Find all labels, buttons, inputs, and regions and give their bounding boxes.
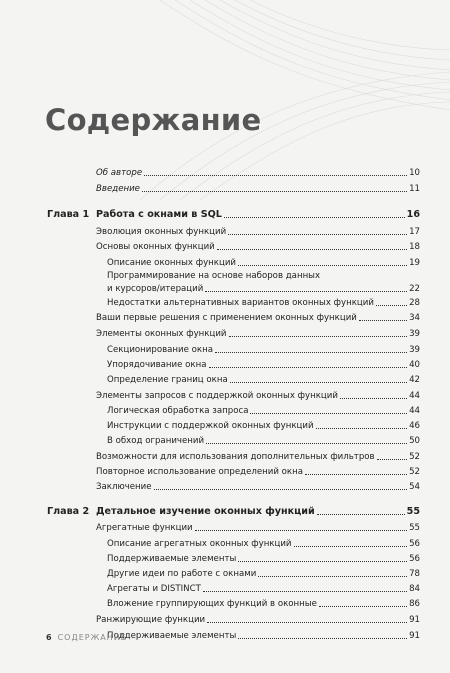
- toc-entry[interactable]: [96, 615, 420, 625]
- entry-page: 10: [409, 168, 420, 178]
- chapter-label: Глава 2: [47, 506, 90, 517]
- footer-page-number: 6: [46, 633, 52, 642]
- entry-title: Детальное изучение оконных функций: [96, 506, 315, 517]
- entry-page: 52: [409, 467, 420, 477]
- entry-page: 44: [409, 406, 420, 416]
- entry-title: Поддерживаемые элементы: [107, 631, 237, 641]
- entry-page: 52: [409, 452, 420, 462]
- page-title: Содержание: [45, 103, 262, 137]
- dot-leader: [319, 606, 407, 607]
- entry-title: Вложение группирующих функций в оконные: [107, 599, 317, 609]
- toc-entry[interactable]: [107, 599, 420, 609]
- toc-entry[interactable]: [107, 345, 420, 355]
- toc-entry[interactable]: [96, 467, 420, 477]
- dot-leader: [316, 428, 408, 429]
- entry-page: 19: [409, 258, 420, 268]
- entry-title: Ваши первые решения с применением оконных функций: [96, 313, 357, 323]
- dot-leader: [209, 367, 408, 368]
- dot-leader: [340, 398, 407, 399]
- entry-page: 34: [409, 313, 420, 323]
- entry-title: Повторное использование определений окна: [96, 467, 304, 477]
- entry-page: 55: [409, 523, 420, 533]
- entry-title: Ранжирующие функции: [96, 615, 206, 625]
- entry-page: 55: [406, 506, 420, 517]
- entry-page: 56: [409, 539, 420, 549]
- entry-page: 44: [409, 391, 420, 401]
- toc-entry[interactable]: [107, 436, 420, 446]
- chapter-label: Глава 1: [47, 209, 90, 220]
- dot-leader: [230, 382, 407, 383]
- toc-entry[interactable]: [96, 482, 420, 492]
- dot-leader: [317, 514, 405, 515]
- entry-title: Недостатки альтернативных вариантов оконных функций: [107, 298, 374, 308]
- dot-leader: [250, 413, 407, 414]
- entry-title: Логическая обработка запроса: [107, 406, 249, 416]
- footer-label: СОДЕРЖАНИЕ: [57, 633, 127, 642]
- entry-title: Другие идеи по работе с окнами: [107, 569, 257, 579]
- entry-page: 54: [409, 482, 420, 492]
- dot-leader: [205, 291, 407, 292]
- dot-leader: [195, 530, 407, 531]
- toc-entry[interactable]: [96, 227, 420, 237]
- entry-title: Работа с окнами в SQL: [96, 209, 222, 220]
- entry-page: 46: [409, 421, 420, 431]
- entry-title: Определение границ окна: [107, 375, 228, 385]
- entry-title: Элементы оконных функций: [96, 329, 227, 339]
- entry-page: 84: [409, 584, 420, 594]
- toc-entry[interactable]: [107, 569, 420, 579]
- entry-page: 50: [409, 436, 420, 446]
- dot-leader: [258, 576, 407, 577]
- dot-leader: [359, 320, 407, 321]
- entry-page: 91: [409, 631, 420, 641]
- entry-page: 17: [409, 227, 420, 237]
- toc-entry[interactable]: [107, 298, 420, 308]
- entry-title-line1: Программирование на основе наборов данных: [107, 271, 321, 281]
- entry-title-line2: и курсоров/итераций: [107, 284, 204, 294]
- toc-entry[interactable]: [96, 452, 420, 462]
- toc-entry[interactable]: [107, 539, 420, 549]
- toc-entry[interactable]: [107, 421, 420, 431]
- dot-leader: [294, 546, 408, 547]
- dot-leader: [238, 638, 407, 639]
- entry-title: Инструкции с поддержкой оконных функций: [107, 421, 314, 431]
- entry-title: Заключение: [96, 482, 152, 492]
- entry-title: Возможности для использования дополнительных фильтров: [96, 452, 375, 462]
- dot-leader: [224, 217, 405, 218]
- toc-entry[interactable]: [96, 391, 420, 401]
- dot-leader: [206, 443, 407, 444]
- toc-entry[interactable]: [96, 313, 420, 323]
- toc-entry[interactable]: [96, 329, 420, 339]
- entry-title: Эволюция оконных функций: [96, 227, 227, 237]
- entry-page: 78: [409, 569, 420, 579]
- entry-title: Упорядочивание окна: [107, 360, 207, 370]
- toc-entry[interactable]: [96, 210, 420, 220]
- dot-leader: [238, 561, 407, 562]
- toc-entry[interactable]: [107, 375, 420, 385]
- entry-page: 42: [409, 375, 420, 385]
- dot-leader: [238, 265, 407, 266]
- entry-page: 22: [409, 284, 420, 294]
- toc-entry[interactable]: [96, 184, 420, 194]
- entry-page: 28: [409, 298, 420, 308]
- entry-page: 39: [409, 329, 420, 339]
- entry-page: 91: [409, 615, 420, 625]
- dot-leader: [203, 591, 407, 592]
- entry-page: 56: [409, 554, 420, 564]
- dot-leader: [376, 305, 407, 306]
- entry-title: Агрегатные функции: [96, 523, 193, 533]
- entry-page: 39: [409, 345, 420, 355]
- toc-entry[interactable]: [96, 242, 420, 252]
- toc-entry[interactable]: [107, 360, 420, 370]
- toc-entry[interactable]: [96, 523, 420, 533]
- dot-leader: [215, 352, 407, 353]
- entry-page: 18: [409, 242, 420, 252]
- toc-entry[interactable]: [96, 507, 420, 517]
- entry-title: Описание агрегатных оконных функций: [107, 539, 292, 549]
- toc-entry[interactable]: [107, 406, 420, 416]
- page-footer: [46, 633, 127, 642]
- dot-leader: [228, 234, 407, 235]
- entry-page: 16: [406, 209, 420, 220]
- dot-leader: [305, 474, 407, 475]
- entry-title: Введение: [96, 184, 140, 194]
- dot-leader: [377, 459, 407, 460]
- entry-title: Описание оконных функций: [107, 258, 236, 268]
- entry-title: Элементы запросов с поддержкой оконных функций: [96, 391, 338, 401]
- entry-title: Секционирование окна: [107, 345, 213, 355]
- dot-leader: [154, 489, 408, 490]
- entry-title: Основы оконных функций: [96, 242, 215, 252]
- toc-entry[interactable]: [107, 631, 420, 641]
- entry-title: В обход ограничений: [107, 436, 205, 446]
- entry-page: 86: [409, 599, 420, 609]
- dot-leader: [229, 336, 408, 337]
- dot-leader: [207, 622, 407, 623]
- toc-entry[interactable]: [107, 584, 420, 594]
- entry-title: Поддерживаемые элементы: [107, 554, 237, 564]
- entry-title: Об авторе: [96, 168, 143, 178]
- dot-leader: [142, 191, 407, 192]
- toc-entry[interactable]: [107, 284, 420, 294]
- dot-leader: [144, 175, 407, 176]
- dot-leader: [217, 249, 407, 250]
- entry-page: 11: [409, 184, 420, 194]
- toc-entry[interactable]: [96, 168, 420, 178]
- toc-entry[interactable]: [107, 554, 420, 564]
- entry-page: 40: [409, 360, 420, 370]
- entry-title: Агрегаты и DISTINCT: [107, 584, 201, 594]
- toc-entry[interactable]: [107, 258, 420, 268]
